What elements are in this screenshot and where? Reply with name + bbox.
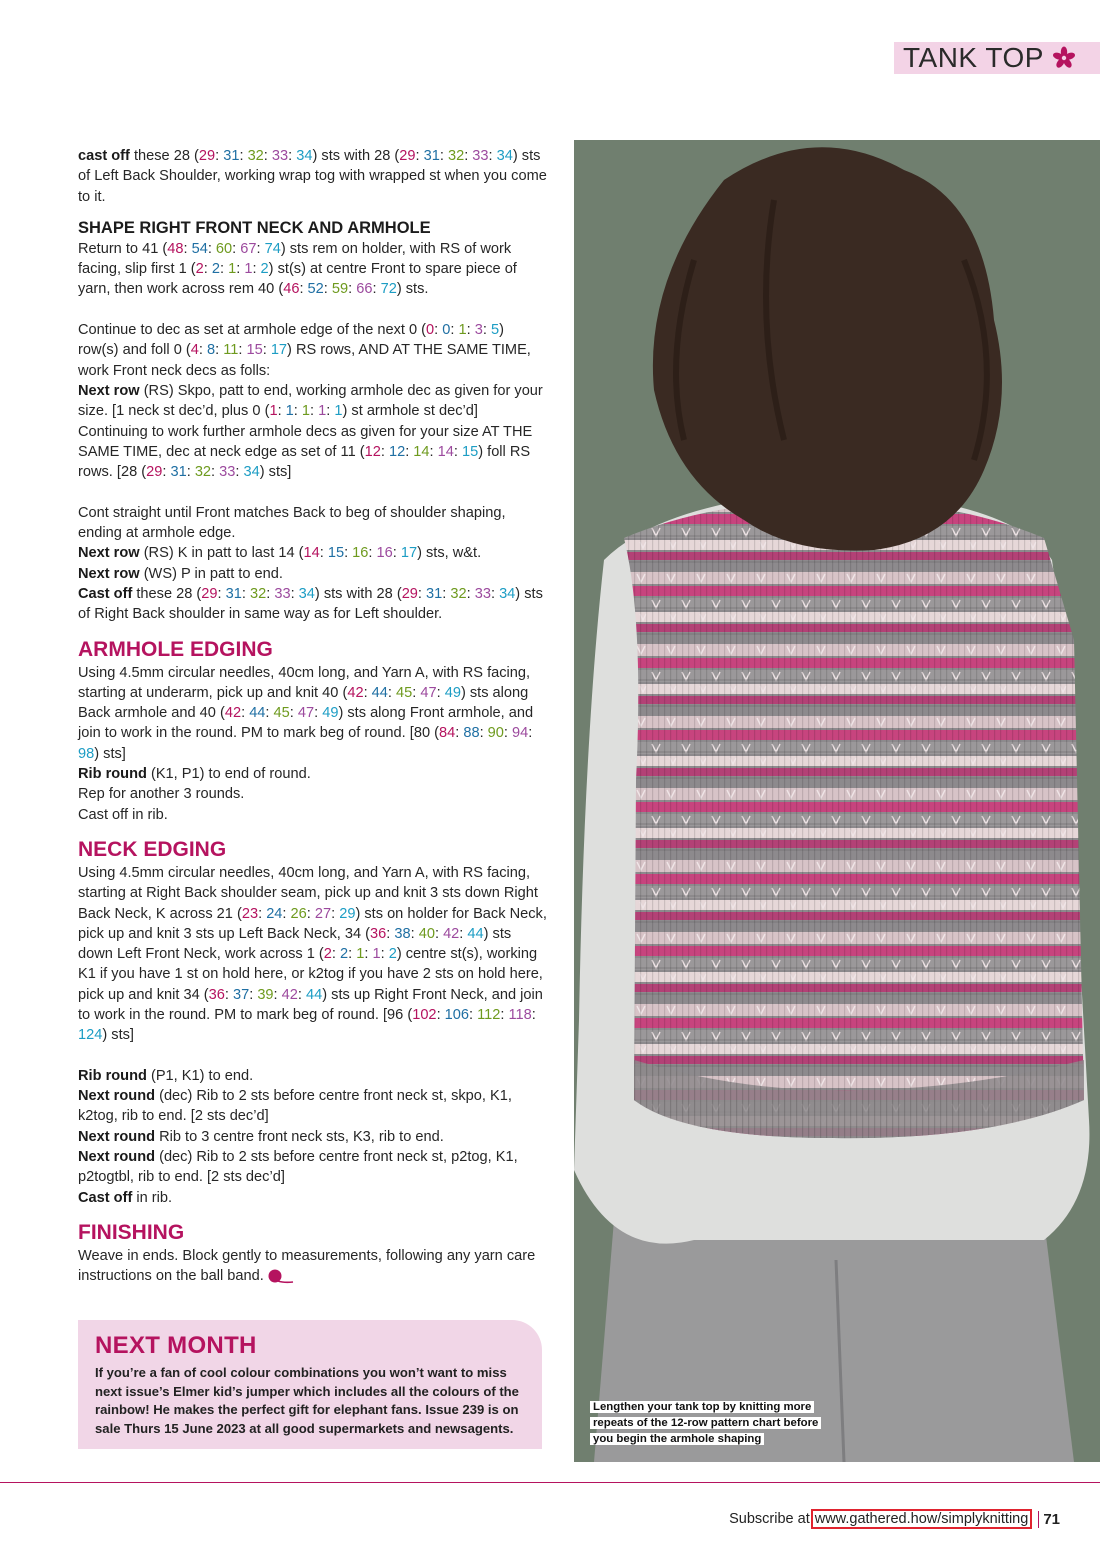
text-run: 124: [78, 1027, 103, 1044]
text-run: 14: [303, 545, 320, 562]
text-run: 112: [477, 1006, 501, 1023]
text-run: these 28 (: [132, 585, 202, 602]
heading-finishing: FINISHING: [78, 1220, 185, 1244]
text-run: 29: [198, 148, 216, 164]
text-run: 11: [223, 342, 239, 359]
paragraph-castoff-rib: Cast off in rib.: [78, 806, 168, 823]
text-run: 26: [290, 905, 307, 922]
paragraph-cont-straight: Cont straight until Front matches Back to beg of shoulder shaping, ending at armhole edge.: [78, 504, 506, 542]
heading-shape-right-front: SHAPE RIGHT FRONT NECK AND ARMHOLE: [78, 218, 431, 237]
text-run: Next row: [78, 565, 140, 582]
text-run: 33: [219, 464, 236, 481]
text-run: 1: [244, 261, 253, 278]
paragraph-rib-round-2: [78, 1066, 548, 1086]
text-run: 31: [426, 585, 443, 602]
text-run: 2: [323, 946, 332, 963]
finishing-text: Weave in ends. Block gently to measurements, following any yarn care instructions on the ball band.: [78, 1247, 536, 1285]
pattern-text-column: [78, 146, 548, 1287]
text-run: 34: [296, 148, 313, 164]
text-run: Cast off: [78, 585, 133, 602]
text-run: ) st(s) at centre Front to spare piece of yarn, then work across rem 40 (: [78, 261, 517, 298]
text-run: (dec) Rib to 2 sts before centre front neck st, skpo, K1, k2tog, rib to end. [2 sts dec’d]: [78, 1088, 512, 1125]
text-run: 1: [285, 403, 294, 420]
text-run: 38: [394, 925, 411, 942]
text-run: Next row: [78, 382, 140, 399]
text-run: Continue to dec as set at armhole edge of the next 0 (: [78, 322, 427, 339]
text-run: 42: [281, 986, 298, 1003]
text-run: 45: [273, 705, 290, 722]
next-month-title: NEXT MONTH: [95, 1332, 257, 1359]
text-run: in rib.: [132, 1189, 173, 1206]
text-run: 14: [437, 443, 454, 460]
text-run: ) sts]: [259, 464, 292, 481]
text-run: 33: [271, 148, 289, 164]
text-run: 36: [370, 925, 387, 942]
text-run: 44: [249, 705, 266, 722]
text-run: 31: [423, 148, 440, 164]
text-run: ) sts along Front armhole, and join to work in the round. PM to mark beg of round. [80 (: [78, 705, 534, 742]
text-run: ) sts.: [396, 281, 429, 298]
text-run: Next round: [78, 1128, 156, 1145]
text-run: 34: [496, 148, 513, 164]
text-run: 74: [264, 240, 281, 257]
text-run: 48: [167, 240, 184, 257]
text-run: these 28 (: [129, 148, 199, 164]
text-run: 0: [442, 322, 451, 339]
footer: [729, 1509, 1060, 1529]
text-run: (RS) Skpo, patt to end, working armhole dec as given for your size. [1 neck st dec’d, plus 0 (: [78, 382, 543, 420]
next-month-body: If you’re a fan of cool colour combinations you won’t want to miss next issue’s Elmer kid’s jumper which includes all the colours of the rainbow! He makes the perfect gift for elephant fans. Issue 239 is on sale Thurs 15 June 2023 at all good supermarkets and newsagents.: [95, 1365, 519, 1436]
text-run: 67: [240, 240, 257, 257]
text-run: Cast off: [78, 1189, 133, 1206]
text-run: 40: [418, 925, 435, 942]
paragraph-next-row-wt: Next row (RS) K in patt to last 14 (14: 15: 16: 16: 17) sts, w&t.: [78, 545, 482, 562]
section-title: TANK TOP: [903, 42, 1044, 73]
text-run: 1: [372, 946, 381, 963]
text-run: Using 4.5mm circular needles, 40cm long, and Yarn A, with RS facing, starting at Right Back shoulder seam, pick up and knit 3 sts down Right Back Neck, K across 21 (: [78, 864, 538, 922]
text-run: 42: [224, 705, 242, 722]
text-run: 98: [78, 745, 95, 762]
next-month-box: [78, 1320, 542, 1449]
text-run: (K1, P1) to end of round.: [146, 766, 311, 783]
paragraph-rep: Rep for another 3 rounds.: [78, 786, 245, 803]
text-run: 4: [190, 342, 199, 359]
text-run: 31: [223, 148, 240, 164]
text-run: ) sts]: [102, 1027, 134, 1044]
text-run: ) sts, w&t.: [417, 545, 482, 562]
text-run: 17: [400, 545, 418, 562]
text-run: 106: [444, 1006, 470, 1023]
text-run: 46: [283, 281, 300, 298]
text-run: Next round: [78, 1149, 156, 1166]
text-run: 44: [371, 684, 388, 701]
text-run: 33: [474, 585, 491, 602]
text-run: 23: [241, 905, 259, 922]
page-number: 71: [1038, 1511, 1060, 1528]
footer-divider: [0, 1482, 1100, 1483]
text-run: 17: [270, 342, 288, 359]
text-run: Next row: [78, 545, 140, 562]
text-run: 33: [274, 585, 291, 602]
paragraph-return: Return to 41 (48: 54: 60: 67: 74) sts rem on holder, with RS of work facing, slip first 1 (2: 2: 1: 1: 2) st(s) at centre Front to spare piece of yarn, then work across rem 40 (46: 52: 59: 66: 72) sts.: [78, 240, 517, 298]
text-run: 2: [260, 261, 269, 278]
text-run: 44: [306, 986, 323, 1003]
text-run: 32: [249, 585, 267, 602]
subscribe-link[interactable]: www.gathered.how/simplyknitting: [811, 1509, 1033, 1529]
photo-caption-text: Lengthen your tank top by knitting more repeats of the 12-row pattern chart before you begin the armhole shaping: [590, 1401, 821, 1445]
paragraph-next-round-2: [78, 1127, 548, 1147]
text-run: ) RS rows, AND AT THE SAME TIME, work Front neck decs as folls:: [78, 342, 531, 379]
text-run: (P1, K1) to end.: [146, 1067, 254, 1084]
text-run: 1: [318, 403, 327, 420]
text-run: 52: [307, 281, 324, 298]
text-run: 1: [334, 403, 343, 420]
text-run: 94: [512, 725, 529, 742]
text-run: 32: [194, 464, 212, 481]
paragraph-next-round-1: [78, 1086, 548, 1127]
text-run: ) sts on holder for Back Neck, pick up and knit 3 sts up Left Back Neck, 34 (: [78, 905, 547, 942]
text-run: Rib to 3 centre front neck sts, K3, rib to end.: [155, 1128, 444, 1145]
text-run: 47: [420, 684, 437, 701]
text-run: 72: [380, 281, 397, 298]
text-run: (dec) Rib to 2 sts before centre front neck st, p2tog, K1, p2togtbl, rib to end. [2 sts dec’d]: [78, 1149, 518, 1186]
text-run: 102: [412, 1006, 437, 1023]
section-tab: [894, 42, 1100, 74]
text-run: 34: [298, 585, 315, 602]
text-run: 2: [195, 261, 204, 278]
text-run: 44: [467, 925, 484, 942]
paragraph-next-row-rs: Next row (RS) Skpo, patt to end, working armhole dec as given for your size. [1 neck st dec’d, plus 0 (1: 1: 1: 1: 1) st armhole st dec’d]: [78, 382, 543, 420]
model-photo: [574, 140, 1100, 1462]
subscribe-text: Subscribe at: [729, 1511, 810, 1527]
text-run: 118: [508, 1006, 532, 1023]
photo-caption: [590, 1399, 820, 1448]
text-run: 90: [487, 725, 504, 742]
heading-armhole-edging: ARMHOLE EDGING: [78, 637, 273, 661]
text-run: ) st armhole st dec’d]: [342, 403, 478, 420]
text-run: 15: [327, 545, 345, 562]
text-run: 49: [322, 705, 339, 722]
text-run: Next round: [78, 1088, 156, 1105]
text-run: 32: [450, 585, 467, 602]
text-run: 60: [215, 240, 233, 257]
paragraph-armhole: Using 4.5mm circular needles, 40cm long, and Yarn A, with RS facing, starting at underarm, pick up and knit 40 (42: 44: 45: 47: 49) sts along Back armhole and 40 (42: 44: 45: 47: 49) sts along Front armhole, and join to work in the round. PM to mark beg of round. [80 (84: 88: 90: 94: 98) sts]: [78, 664, 534, 762]
text-run: Rib round: [78, 766, 147, 783]
text-run: 33: [472, 148, 489, 164]
paragraph-continue-dec: Continue to dec as set at armhole edge of the next 0 (0: 0: 1: 3: 5) row(s) and foll 0 (4: 8: 11: 15: 17) RS rows, AND AT THE SAME TIME, work Front neck decs as folls:: [78, 322, 531, 379]
text-run: ) sts]: [94, 745, 126, 762]
text-run: Rib round: [78, 1067, 147, 1084]
paragraph-finishing: [78, 1246, 548, 1287]
text-run: 2: [339, 946, 349, 963]
paragraph-rib-round-1: [78, 764, 548, 784]
text-run: ) sts up Right Front Neck, and join to work in the round. PM to mark beg of round. [96 (: [78, 986, 543, 1023]
text-run: 1: [356, 946, 365, 963]
text-run: 3: [474, 322, 483, 339]
text-run: 2: [211, 261, 220, 278]
text-run: ) sts with 28 (: [312, 148, 400, 164]
text-run: 29: [146, 464, 163, 481]
model-illustration: [574, 140, 1100, 1462]
text-run: 14: [413, 443, 430, 460]
text-run: 16: [376, 545, 393, 562]
text-run: 8: [206, 342, 216, 359]
yarn-ball-icon: [268, 1268, 294, 1284]
text-run: 12: [364, 443, 381, 460]
text-run: 1: [301, 403, 311, 420]
text-run: 2: [388, 946, 397, 963]
text-run: 66: [356, 281, 373, 298]
text-run: 49: [444, 684, 461, 701]
text-run: (RS) K in patt to last 14 (: [139, 545, 304, 562]
text-run: 32: [247, 148, 264, 164]
text-run: (WS) P in patt to end.: [139, 565, 283, 582]
text-run: 42: [443, 925, 460, 942]
paragraph-next-row-ws: [78, 564, 548, 584]
paragraph-castoff-right: Cast off these 28 (29: 31: 32: 33: 34) sts with 28 (29: 31: 32: 33: 34) sts of Right Back shoulder in same way as for Left shoulder.: [78, 585, 543, 623]
text-run: 29: [339, 905, 356, 922]
text-run: Return to 41 (: [78, 240, 168, 257]
text-run: 5: [490, 322, 500, 339]
text-run: ) centre st(s), working K1 if you have 1 st on hold here, or k2tog if you have 2 sts on hold here, pick up and knit 34 (: [78, 946, 543, 1003]
text-run: ) row(s) and foll 0 (: [78, 322, 504, 359]
text-run: 27: [314, 905, 332, 922]
text-run: 16: [352, 545, 369, 562]
text-run: 36: [208, 986, 225, 1003]
flower-icon: [1052, 46, 1076, 70]
text-run: ) sts of Right Back shoulder in same way as for Left shoulder.: [78, 585, 543, 623]
text-run: ) sts along Back armhole and 40 (: [78, 684, 529, 722]
text-run: 59: [331, 281, 349, 298]
text-run: 34: [499, 585, 516, 602]
text-run: 37: [232, 986, 250, 1003]
text-run: 42: [347, 684, 364, 701]
text-run: 1: [228, 261, 237, 278]
paragraph-next-round-3: [78, 1147, 548, 1188]
text-run: 31: [225, 585, 242, 602]
text-run: 0: [426, 322, 435, 339]
text-run: 47: [297, 705, 315, 722]
text-run: Continuing to work further armhole decs as given for your size AT THE SAME TIME, dec at neck edge as set of 11 (: [78, 423, 533, 460]
text-run: 15: [461, 443, 479, 460]
text-run: 12: [388, 443, 406, 460]
text-run: ) sts of Left Back Shoulder, working wrap tog with wrapped st when you come to it.: [78, 148, 547, 205]
text-run: cast off: [78, 148, 130, 164]
text-run: 31: [170, 464, 187, 481]
text-run: 29: [201, 585, 218, 602]
text-run: ) sts rem on holder, with RS of work facing, slip first 1 (: [78, 240, 512, 278]
text-run: 32: [447, 148, 465, 164]
paragraph-castoff-left: cast off these 28 (29: 31: 32: 33: 34) sts with 28 (29: 31: 32: 33: 34) sts of Left Back Shoulder, working wrap tog with wrapped st when you come to it.: [78, 148, 547, 205]
text-run: 54: [191, 240, 208, 257]
text-run: ) sts down Left Front Neck, work across 1 (: [78, 925, 512, 963]
text-run: 1: [458, 322, 467, 339]
text-run: 29: [399, 148, 416, 164]
text-run: ) foll RS rows. [28 (: [78, 443, 531, 481]
text-run: Using 4.5mm circular needles, 40cm long, and Yarn A, with RS facing, starting at underarm, pick up and knit 40 (: [78, 664, 531, 701]
text-run: 84: [438, 725, 456, 742]
text-run: 15: [246, 342, 263, 359]
text-run: 34: [243, 464, 260, 481]
text-run: ) sts with 28 (: [314, 585, 402, 602]
text-run: 24: [266, 905, 283, 922]
paragraph-continuing: Continuing to work further armhole decs as given for your size AT THE SAME TIME, dec at neck edge as set of 11 (12: 12: 14: 14: 15) foll RS rows. [28 (29: 31: 32: 33: 34) sts]: [78, 423, 533, 481]
paragraph-neck: Using 4.5mm circular needles, 40cm long, and Yarn A, with RS facing, starting at Right Back shoulder seam, pick up and knit 3 sts down Right Back Neck, K across 21 (23: 24: 26: 27: 29) sts on holder for Back Neck, pick up and knit 3 sts up Left Back Neck, 34 (36: 38: 40: 42: 44) sts down Left Front Neck, work across 1 (2: 2: 1: 1: 2) centre st(s), working K1 if you have 1 st on hold here, or k2tog if you have 2 sts on hold here, pick up and knit 34 (36: 37: 39: 42: 44) sts up Right Front Neck, and join to work in the round. PM to mark beg of round. [96 (102: 106: 112: 118: 124) sts]: [78, 864, 547, 1044]
paragraph-cast-off-rib: [78, 1188, 548, 1208]
text-run: 88: [463, 725, 480, 742]
text-run: 29: [401, 585, 418, 602]
text-run: 45: [396, 684, 413, 701]
heading-neck-edging: NECK EDGING: [78, 837, 227, 861]
text-run: 1: [269, 403, 278, 420]
text-run: 39: [257, 986, 274, 1003]
